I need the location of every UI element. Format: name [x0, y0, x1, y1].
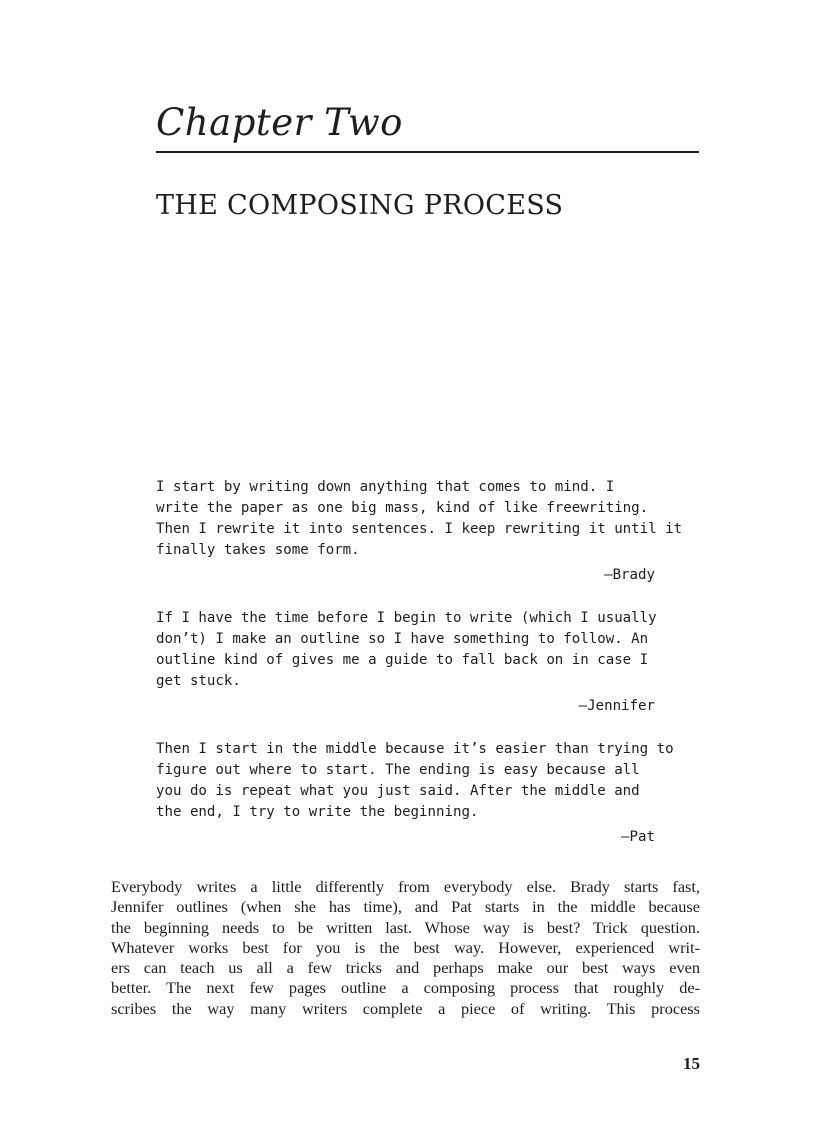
body-paragraph — [111, 877, 700, 1019]
epigraph-line: you do is repeat what you just said. After the middle and — [156, 783, 640, 799]
epigraph-line: don’t) I make an outline so I have something to follow. An — [156, 631, 649, 647]
body-line: scribes the way many writers complete a piece of writing. This process — [111, 998, 700, 1018]
body-line: Everybody writes a little differently from everybody else. Brady starts fast, — [111, 877, 700, 896]
body-line: Whatever works best for you is the best way. However, experienced writ- — [111, 937, 700, 957]
epigraph-line: outline kind of gives me a guide to fall back on in case I — [156, 652, 649, 668]
epigraph-author: —Brady — [604, 567, 655, 583]
body-line: Jennifer outlines (when she has time), and Pat starts in the middle because — [111, 897, 700, 917]
chapter-title: THE COMPOSING PROCESS — [156, 190, 564, 221]
epigraph-text — [156, 739, 701, 823]
epigraph-line: Then I rewrite it into sentences. I keep rewriting it until it — [156, 521, 683, 537]
epigraph-jennifer — [156, 608, 701, 717]
epigraph-line: finally takes some form. — [156, 542, 360, 558]
body-line: the beginning needs to be written last. Whose way is best? Trick question. — [111, 917, 700, 937]
epigraph-line: I start by writing down anything that comes to mind. I — [156, 479, 615, 495]
epigraph-text — [156, 477, 701, 561]
epigraph-text — [156, 608, 701, 692]
epigraph-line: get stuck. — [156, 673, 241, 689]
epigraph-line: Then I start in the middle because it’s easier than trying to — [156, 741, 674, 757]
chapter-rule — [156, 151, 699, 153]
epigraph-brady — [156, 477, 701, 586]
page-number: 15 — [683, 1054, 700, 1073]
body-line: better. The next few pages outline a composing process that roughly de- — [111, 978, 700, 998]
epigraph-author: —Pat — [621, 829, 655, 845]
epigraph-pat — [156, 739, 701, 848]
epigraph-line: If I have the time before I begin to write (which I usually — [156, 610, 657, 626]
body-line: ers can teach us all a few tricks and perhaps make our best ways even — [111, 958, 700, 978]
epigraph-line: write the paper as one big mass, kind of like freewriting. — [156, 500, 649, 516]
epigraph-author: —Jennifer — [578, 698, 655, 714]
epigraph-line: figure out where to start. The ending is easy because all — [156, 762, 640, 778]
epigraphs — [156, 477, 701, 870]
chapter-label: Chapter Two — [156, 101, 403, 144]
epigraph-line: the end, I try to write the beginning. — [156, 804, 479, 820]
